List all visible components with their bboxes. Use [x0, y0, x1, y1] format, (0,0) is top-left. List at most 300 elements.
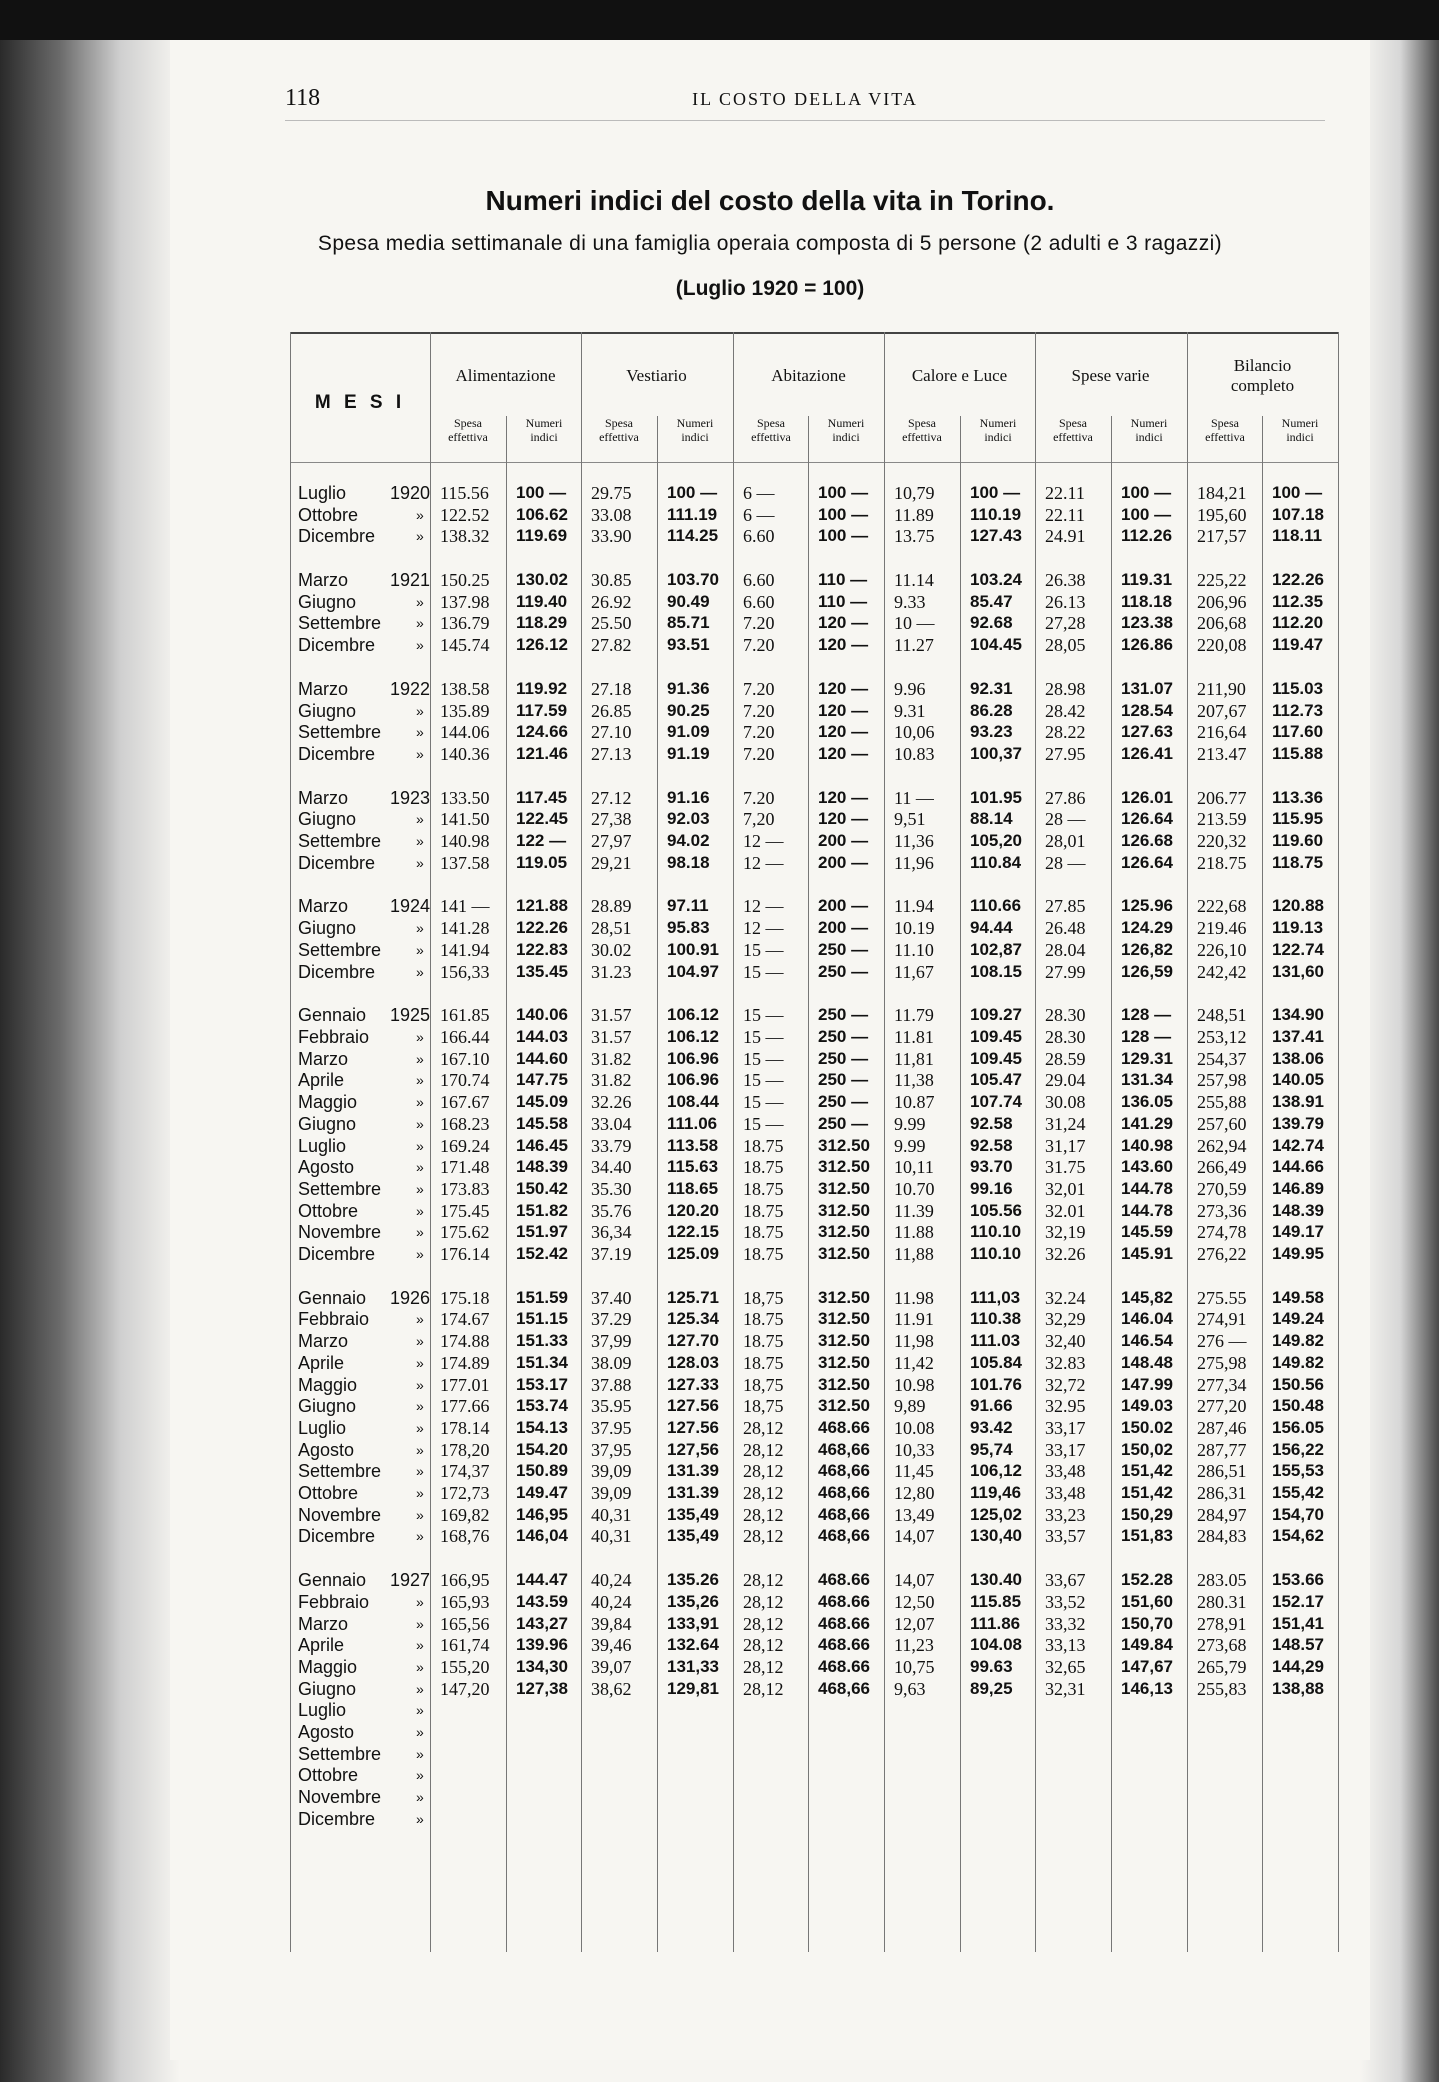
index-value: 110.19	[970, 505, 1022, 524]
spending-value: 12 —	[743, 831, 784, 851]
ditto-mark: »	[416, 594, 424, 610]
month-label: Maggio	[298, 1657, 358, 1677]
index-value: 119,46	[970, 1483, 1022, 1502]
index-value: 110.10	[970, 1244, 1022, 1263]
group-header: Bilancio completo	[1230, 356, 1295, 395]
index-value: 129.31	[1121, 1049, 1173, 1068]
year-label: 1922	[390, 679, 431, 699]
spending-value: 32,29	[1045, 1309, 1086, 1329]
index-value: 120 —	[818, 722, 869, 741]
ditto-mark: »	[416, 1767, 424, 1783]
ditto-mark: »	[416, 855, 424, 871]
spending-value: 184,21	[1197, 483, 1247, 503]
index-value: 154.13	[516, 1418, 568, 1437]
ditto-mark: »	[416, 1507, 424, 1523]
index-value: 105.84	[970, 1353, 1022, 1372]
subheader-numeri-indici: Numeri indici	[525, 416, 563, 444]
subheader-spesa-effettiva: Spesa effettiva	[902, 416, 942, 444]
spending-value: 14,07	[894, 1526, 935, 1546]
spending-value: 276 —	[1197, 1331, 1247, 1351]
index-value: 132.64	[667, 1635, 719, 1654]
index-value: 103.24	[970, 570, 1022, 589]
index-value: 92.03	[667, 809, 710, 828]
index-value: 312.50	[818, 1396, 870, 1415]
index-value: 250 —	[818, 1027, 869, 1046]
index-value: 104.45	[970, 635, 1022, 654]
table-row	[290, 1613, 1338, 1635]
year-label: 1924	[390, 896, 431, 916]
spending-value: 33,17	[1045, 1418, 1086, 1438]
table-row	[290, 1004, 1338, 1026]
subheader-numeri-indici: Numeri indici	[979, 416, 1017, 444]
spending-value: 161,74	[440, 1635, 490, 1655]
ditto-mark: »	[416, 507, 424, 523]
spending-value: 28,12	[743, 1592, 784, 1612]
index-value: 131.39	[667, 1483, 719, 1502]
table-row	[290, 830, 1338, 852]
spending-value: 15 —	[743, 940, 784, 960]
index-value: 101.76	[970, 1375, 1022, 1394]
month-label: Giugno	[298, 1679, 357, 1699]
spending-value: 275,98	[1197, 1353, 1247, 1373]
spending-value: 33.79	[591, 1136, 632, 1156]
spending-value: 168.23	[440, 1114, 490, 1134]
ditto-mark: »	[416, 1094, 424, 1110]
spending-value: 33,52	[1045, 1592, 1086, 1612]
table-row	[290, 721, 1338, 743]
index-value: 147,67	[1121, 1657, 1173, 1676]
index-value: 92.31	[970, 679, 1013, 698]
subheader-numeri-indici: Numeri indici	[1130, 416, 1168, 444]
index-value: 143,27	[516, 1614, 568, 1633]
spending-value: 9.99	[894, 1136, 926, 1156]
spending-value: 33,23	[1045, 1505, 1086, 1525]
index-value: 153.66	[1272, 1570, 1324, 1589]
index-value: 121.46	[516, 744, 568, 763]
index-value: 468.66	[818, 1635, 870, 1654]
spending-value: 32.95	[1045, 1396, 1086, 1416]
spending-value: 6.60	[743, 592, 775, 612]
index-value: 119.92	[516, 679, 568, 698]
index-value: 149.84	[1121, 1635, 1173, 1654]
spending-value: 28,12	[743, 1526, 784, 1546]
index-value: 140.98	[1121, 1136, 1173, 1155]
spending-value: 31.23	[591, 962, 632, 982]
table-row	[290, 1330, 1338, 1352]
table-row	[290, 1200, 1338, 1222]
table-row	[290, 591, 1338, 613]
spending-value: 10,33	[894, 1440, 935, 1460]
index-value: 120 —	[818, 635, 869, 654]
index-value: 115.85	[970, 1592, 1022, 1611]
spending-value: 155,20	[440, 1657, 490, 1677]
month-label: Marzo	[298, 788, 349, 808]
spending-value: 206.77	[1197, 788, 1247, 808]
ditto-mark: »	[416, 528, 424, 544]
table-row	[290, 1525, 1338, 1547]
index-value: 250 —	[818, 940, 869, 959]
index-value: 250 —	[818, 1092, 869, 1111]
index-value: 100 —	[667, 483, 718, 502]
cost-of-living-table	[290, 332, 1338, 1952]
spending-value: 33,57	[1045, 1526, 1086, 1546]
index-value: 152.17	[1272, 1592, 1324, 1611]
index-value: 115.95	[1272, 809, 1324, 828]
spending-value: 10.83	[894, 744, 935, 764]
index-value: 125.09	[667, 1244, 719, 1263]
index-value: 140.05	[1272, 1070, 1324, 1089]
index-value: 100 —	[1121, 505, 1172, 524]
table-row	[290, 1504, 1338, 1526]
index-value: 127.63	[1121, 722, 1173, 741]
table-row	[290, 1156, 1338, 1178]
index-value: 111.86	[970, 1614, 1021, 1633]
month-label: Settembre	[298, 831, 382, 851]
spending-value: 18.75	[743, 1157, 784, 1177]
index-value: 115.88	[1272, 744, 1324, 763]
index-value: 109.45	[970, 1049, 1022, 1068]
subheader-numeri-indici: Numeri indici	[827, 416, 865, 444]
spending-value: 167.10	[440, 1049, 490, 1069]
index-value: 146.89	[1272, 1179, 1324, 1198]
spending-value: 169.24	[440, 1136, 490, 1156]
index-value: 100 —	[516, 483, 567, 502]
index-value: 111,03	[970, 1288, 1021, 1307]
index-value: 92.58	[970, 1136, 1013, 1155]
header-rule	[285, 120, 1325, 121]
month-label: Luglio	[298, 1700, 347, 1720]
year-label: 1921	[390, 570, 431, 590]
subheader-spesa-effettiva: Spesa effettiva	[751, 416, 791, 444]
spending-value: 28.59	[1045, 1049, 1086, 1069]
spending-value: 22.11	[1045, 505, 1085, 525]
month-label: Aprile	[298, 1635, 345, 1655]
spending-value: 174.88	[440, 1331, 490, 1351]
index-value: 93.70	[970, 1157, 1013, 1176]
month-label: Aprile	[298, 1070, 345, 1090]
index-value: 122.83	[516, 940, 568, 959]
index-value: 200 —	[818, 853, 869, 872]
spending-value: 11 —	[894, 788, 934, 808]
header-bottom-rule	[290, 462, 1338, 463]
table-row	[290, 634, 1338, 656]
index-value: 127.43	[970, 526, 1022, 545]
spending-value: 28,05	[1045, 635, 1086, 655]
month-label: Marzo	[298, 570, 349, 590]
index-value: 312.50	[818, 1222, 870, 1241]
spending-value: 39,84	[591, 1614, 632, 1634]
spending-value: 12,80	[894, 1483, 935, 1503]
spending-value: 174,37	[440, 1461, 490, 1481]
index-value: 146,04	[516, 1526, 568, 1545]
spending-value: 31.82	[591, 1049, 632, 1069]
spending-value: 32.24	[1045, 1288, 1086, 1308]
index-value: 126.68	[1121, 831, 1173, 850]
index-value: 92.68	[970, 613, 1013, 632]
index-value: 151.33	[516, 1331, 568, 1350]
spending-value: 28,12	[743, 1635, 784, 1655]
spending-value: 207,67	[1197, 701, 1247, 721]
index-value: 131.39	[667, 1461, 719, 1480]
spending-value: 175.62	[440, 1222, 490, 1242]
spending-value: 156,33	[440, 962, 490, 982]
index-value: 105,20	[970, 831, 1022, 850]
spending-value: 11,96	[894, 853, 934, 873]
spending-value: 24.91	[1045, 526, 1086, 546]
ditto-mark: »	[416, 1659, 424, 1675]
ditto-mark: »	[416, 1138, 424, 1154]
spending-value: 11,42	[894, 1353, 934, 1373]
index-value: 88.14	[970, 809, 1013, 828]
subheader-numeri-indici: Numeri indici	[676, 416, 714, 444]
ditto-mark: »	[416, 1116, 424, 1132]
spending-value: 10,11	[894, 1157, 934, 1177]
table-row	[290, 1743, 1338, 1765]
index-value: 100 —	[818, 505, 869, 524]
index-value: 126.01	[1121, 788, 1173, 807]
index-value: 146.54	[1121, 1331, 1173, 1350]
spending-value: 280.31	[1197, 1592, 1247, 1612]
index-value: 117.60	[1272, 722, 1324, 741]
spending-value: 18.75	[743, 1309, 784, 1329]
index-value: 150,29	[1121, 1505, 1173, 1524]
index-value: 153.17	[516, 1375, 568, 1394]
index-value: 468.66	[818, 1592, 870, 1611]
index-value: 139.96	[516, 1635, 568, 1654]
index-value: 89,25	[970, 1679, 1013, 1698]
index-value: 118.18	[1121, 592, 1173, 611]
table-row	[290, 1439, 1338, 1461]
page-header	[285, 85, 1325, 125]
spending-value: 10.70	[894, 1179, 935, 1199]
spending-value: 11.81	[894, 1027, 934, 1047]
ditto-mark: »	[416, 1746, 424, 1762]
index-value: 146,95	[516, 1505, 568, 1524]
index-value: 149.24	[1272, 1309, 1324, 1328]
index-value: 144.78	[1121, 1179, 1173, 1198]
index-value: 250 —	[818, 1114, 869, 1133]
index-value: 91.66	[970, 1396, 1013, 1415]
index-value: 100 —	[818, 526, 869, 545]
spending-value: 274,91	[1197, 1309, 1247, 1329]
index-value: 133,91	[667, 1614, 719, 1633]
spending-value: 213.47	[1197, 744, 1247, 764]
spending-value: 286,31	[1197, 1483, 1247, 1503]
spending-value: 40,31	[591, 1526, 632, 1546]
index-value: 111.03	[970, 1331, 1021, 1350]
spending-value: 171.48	[440, 1157, 490, 1177]
spending-value: 25.50	[591, 613, 632, 633]
spending-value: 12,50	[894, 1592, 935, 1612]
ditto-mark: »	[416, 1616, 424, 1632]
group-header: Alimentazione	[455, 366, 556, 385]
table-row	[290, 1764, 1338, 1786]
table-row	[290, 1395, 1338, 1417]
table-row	[290, 1417, 1338, 1439]
spending-value: 32,65	[1045, 1657, 1086, 1677]
index-value: 125,02	[970, 1505, 1022, 1524]
spending-value: 32,01	[1045, 1179, 1086, 1199]
spending-value: 33,32	[1045, 1614, 1086, 1634]
column-rule	[808, 416, 809, 1952]
spending-value: 28,12	[743, 1505, 784, 1525]
spending-value: 270,59	[1197, 1179, 1247, 1199]
index-value: 131.34	[1121, 1070, 1173, 1089]
spending-value: 10,79	[894, 483, 935, 503]
index-value: 126.64	[1121, 809, 1173, 828]
index-value: 149.82	[1272, 1353, 1324, 1372]
spending-value: 11,23	[894, 1635, 934, 1655]
spending-value: 141.28	[440, 918, 490, 938]
table-row	[290, 612, 1338, 634]
spending-value: 15 —	[743, 1070, 784, 1090]
year-label: 1926	[390, 1288, 431, 1308]
index-value: 119.69	[516, 526, 568, 545]
index-value: 126.12	[516, 635, 568, 654]
spending-value: 28 —	[1045, 809, 1086, 829]
spending-value: 40,31	[591, 1505, 632, 1525]
month-label: Dicembre	[298, 853, 376, 873]
index-value: 125.71	[667, 1288, 719, 1307]
index-value: 101.95	[970, 788, 1022, 807]
column-rule	[430, 332, 431, 1952]
spending-value: 11.27	[894, 635, 934, 655]
spending-value: 33,48	[1045, 1461, 1086, 1481]
spending-value: 29,21	[591, 853, 632, 873]
ditto-mark: »	[416, 920, 424, 936]
month-label: Novembre	[298, 1222, 382, 1242]
index-value: 85.71	[667, 613, 710, 632]
index-value: 112.26	[1121, 526, 1173, 545]
index-value: 135.26	[667, 1570, 719, 1589]
spending-value: 15 —	[743, 962, 784, 982]
spending-value: 255,88	[1197, 1092, 1247, 1112]
ditto-mark: »	[416, 1811, 424, 1827]
index-value: 107.74	[970, 1092, 1022, 1111]
ditto-mark: »	[416, 1442, 424, 1458]
month-label: Ottobre	[298, 505, 359, 525]
index-value: 150.02	[1121, 1418, 1173, 1437]
spending-value: 276,22	[1197, 1244, 1247, 1264]
spending-value: 10,75	[894, 1657, 935, 1677]
ditto-mark: »	[416, 1377, 424, 1393]
index-value: 149.47	[516, 1483, 568, 1502]
table-row	[290, 678, 1338, 700]
table-row	[290, 1460, 1338, 1482]
index-value: 91.16	[667, 788, 710, 807]
spending-value: 18.75	[743, 1331, 784, 1351]
spending-value: 37.88	[591, 1375, 632, 1395]
index-value: 94.02	[667, 831, 710, 850]
spending-value: 206,96	[1197, 592, 1247, 612]
index-value: 141.29	[1121, 1114, 1173, 1133]
index-value: 120 —	[818, 788, 869, 807]
spending-value: 27.18	[591, 679, 632, 699]
ditto-mark: »	[416, 746, 424, 762]
spending-value: 11.88	[894, 1222, 934, 1242]
page-number: 118	[285, 85, 321, 111]
spending-value: 219.46	[1197, 918, 1247, 938]
index-value: 142.74	[1272, 1136, 1324, 1155]
index-value: 97.11	[667, 896, 709, 915]
table-row	[290, 1287, 1338, 1309]
spending-value: 133.50	[440, 788, 490, 808]
spending-value: 277,34	[1197, 1375, 1247, 1395]
index-value: 312.50	[818, 1309, 870, 1328]
column-rule	[581, 332, 582, 1952]
month-label: Luglio	[298, 1418, 347, 1438]
index-value: 93.42	[970, 1418, 1013, 1437]
index-value: 106.12	[667, 1005, 719, 1024]
month-label: Luglio	[298, 1136, 347, 1156]
index-value: 114.25	[667, 526, 719, 545]
spending-value: 31.75	[1045, 1157, 1086, 1177]
table-row	[290, 1374, 1338, 1396]
spending-value: 15 —	[743, 1092, 784, 1112]
spending-value: 225,22	[1197, 570, 1247, 590]
spending-value: 178.14	[440, 1418, 490, 1438]
month-label: Novembre	[298, 1505, 382, 1525]
spending-value: 11.94	[894, 896, 934, 916]
ditto-mark: »	[416, 1463, 424, 1479]
table-row	[290, 700, 1338, 722]
month-label: Febbraio	[298, 1592, 370, 1612]
index-value: 113.58	[667, 1136, 719, 1155]
ditto-mark: »	[416, 964, 424, 980]
spending-value: 174.89	[440, 1353, 490, 1373]
index-value: 468.66	[818, 1657, 870, 1676]
spending-value: 176.14	[440, 1244, 490, 1264]
index-value: 149.82	[1272, 1331, 1324, 1350]
index-value: 120 —	[818, 701, 869, 720]
index-value: 138,88	[1272, 1679, 1324, 1698]
column-rule	[657, 416, 658, 1952]
month-label: Settembre	[298, 1744, 382, 1764]
index-value: 312.50	[818, 1136, 870, 1155]
index-value: 154.20	[516, 1440, 568, 1459]
spending-value: 242,42	[1197, 962, 1247, 982]
spending-value: 39,09	[591, 1483, 632, 1503]
spending-value: 33.08	[591, 505, 632, 525]
spending-value: 28 —	[1045, 853, 1086, 873]
table-row	[290, 1786, 1338, 1808]
index-value: 106.12	[667, 1027, 719, 1046]
spending-value: 32,19	[1045, 1222, 1086, 1242]
spending-value: 11,98	[894, 1331, 934, 1351]
table-row	[290, 1221, 1338, 1243]
table-row	[290, 1482, 1338, 1504]
index-value: 144.78	[1121, 1201, 1173, 1220]
spending-value: 9.96	[894, 679, 926, 699]
column-rule	[1111, 416, 1112, 1952]
month-label: Febbraio	[298, 1027, 370, 1047]
month-label: Agosto	[298, 1440, 355, 1460]
index-value: 149.95	[1272, 1244, 1324, 1263]
ditto-mark: »	[416, 1485, 424, 1501]
index-value: 134,30	[516, 1657, 568, 1676]
spending-value: 18.75	[743, 1136, 784, 1156]
ditto-mark: »	[416, 1594, 424, 1610]
spending-value: 218.75	[1197, 853, 1247, 873]
spending-value: 39,46	[591, 1635, 632, 1655]
spending-value: 33.90	[591, 526, 632, 546]
ditto-mark: »	[416, 615, 424, 631]
index-value: 147.75	[516, 1070, 568, 1089]
ditto-mark: »	[416, 1181, 424, 1197]
index-value: 130.02	[516, 570, 568, 589]
ditto-mark: »	[416, 1246, 424, 1262]
spending-value: 15 —	[743, 1027, 784, 1047]
